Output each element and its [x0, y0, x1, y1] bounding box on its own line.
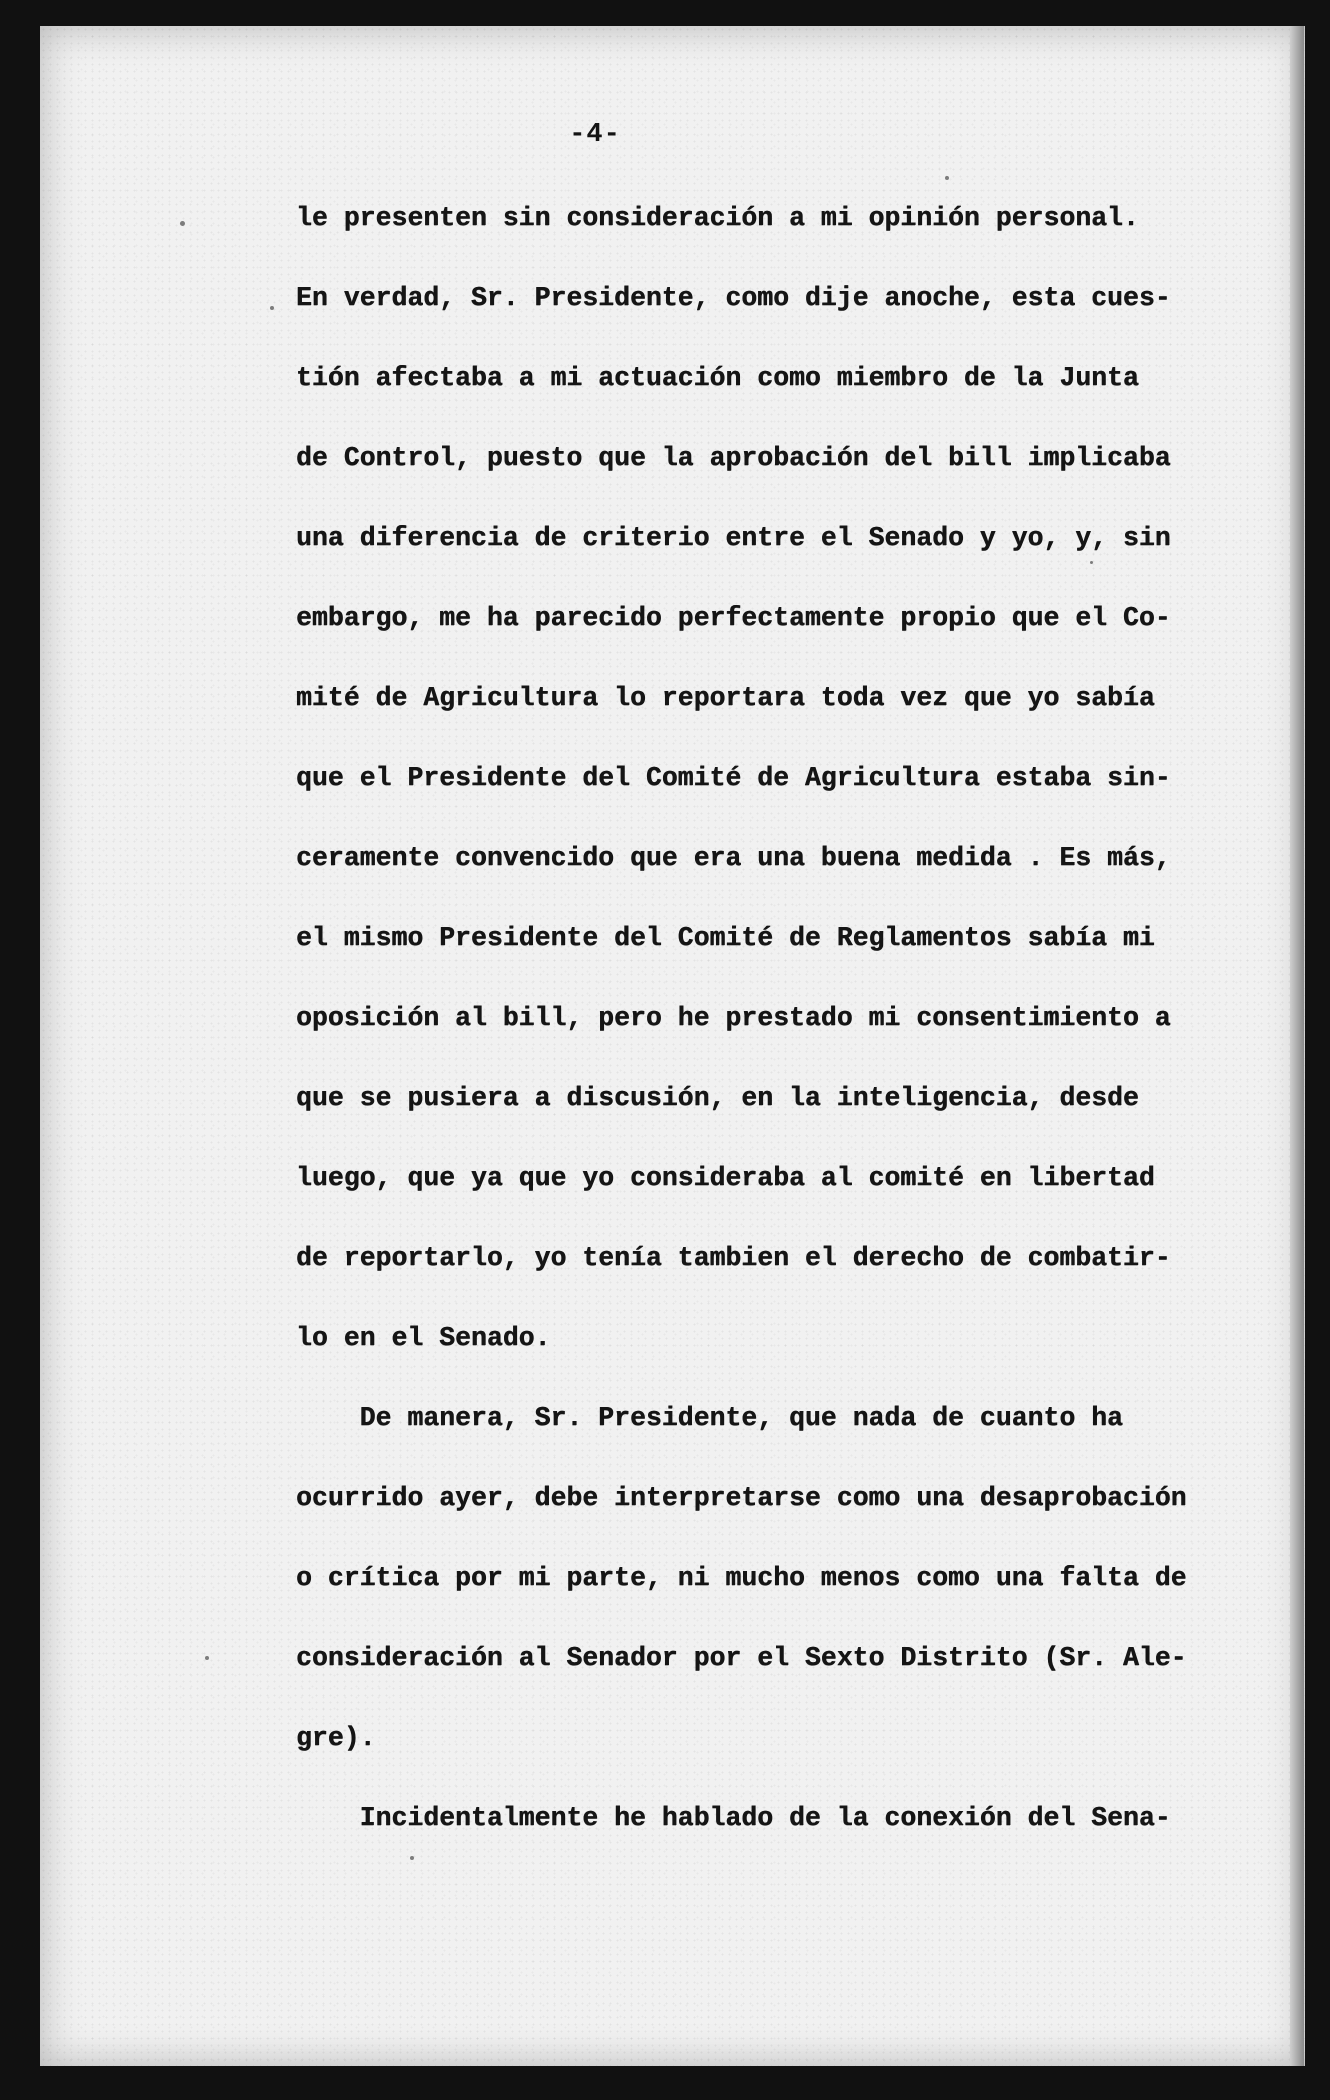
text-line: el mismo Presidente del Comité de Reglamentos sabía mi — [296, 923, 1155, 953]
text-line: embargo, me ha parecido perfectamente propio que el Co- — [296, 603, 1171, 633]
text-line: De manera, Sr. Presidente, que nada de cuanto ha — [296, 1403, 1123, 1433]
text-line: que se pusiera a discusión, en la inteligencia, desde — [296, 1083, 1139, 1113]
speck — [205, 1656, 209, 1660]
text-line: oposición al bill, pero he prestado mi consentimiento a — [296, 1003, 1171, 1033]
text-line: o crítica por mi parte, ni mucho menos como una falta de — [296, 1563, 1187, 1593]
page-number: -4- — [569, 120, 621, 150]
text-line: consideración al Senador por el Sexto Distrito (Sr. Ale- — [296, 1643, 1187, 1673]
text-line: ceramente convencido que era una buena medida . Es más, — [296, 843, 1171, 873]
text-line: gre). — [296, 1723, 376, 1753]
text-line: En verdad, Sr. Presidente, como dije anoche, esta cues- — [296, 283, 1171, 313]
text-line: una diferencia de criterio entre el Senado y yo, y, sin — [296, 523, 1171, 553]
text-line: ocurrido ayer, debe interpretarse como una desaprobación — [296, 1483, 1187, 1513]
text-line: Incidentalmente he hablado de la conexión del Sena- — [296, 1803, 1171, 1833]
text-line: de Control, puesto que la aprobación del bill implicaba — [296, 443, 1171, 473]
text-line: tión afectaba a mi actuación como miembro de la Junta — [296, 363, 1139, 393]
speck — [945, 176, 949, 180]
text-line: mité de Agricultura lo reportara toda vez que yo sabía — [296, 683, 1155, 713]
text-line: luego, que ya que yo consideraba al comité en libertad — [296, 1163, 1155, 1193]
text-line: le presenten sin consideración a mi opinión personal. — [296, 203, 1139, 233]
page-edge — [1290, 26, 1304, 2066]
body-text — [296, 198, 1196, 1878]
text-line: de reportarlo, yo tenía tambien el derecho de combatir- — [296, 1243, 1171, 1273]
speck — [270, 306, 274, 310]
text-line: que el Presidente del Comité de Agricultura estaba sin- — [296, 763, 1171, 793]
text-line: lo en el Senado. — [296, 1323, 551, 1353]
speck — [180, 221, 185, 226]
